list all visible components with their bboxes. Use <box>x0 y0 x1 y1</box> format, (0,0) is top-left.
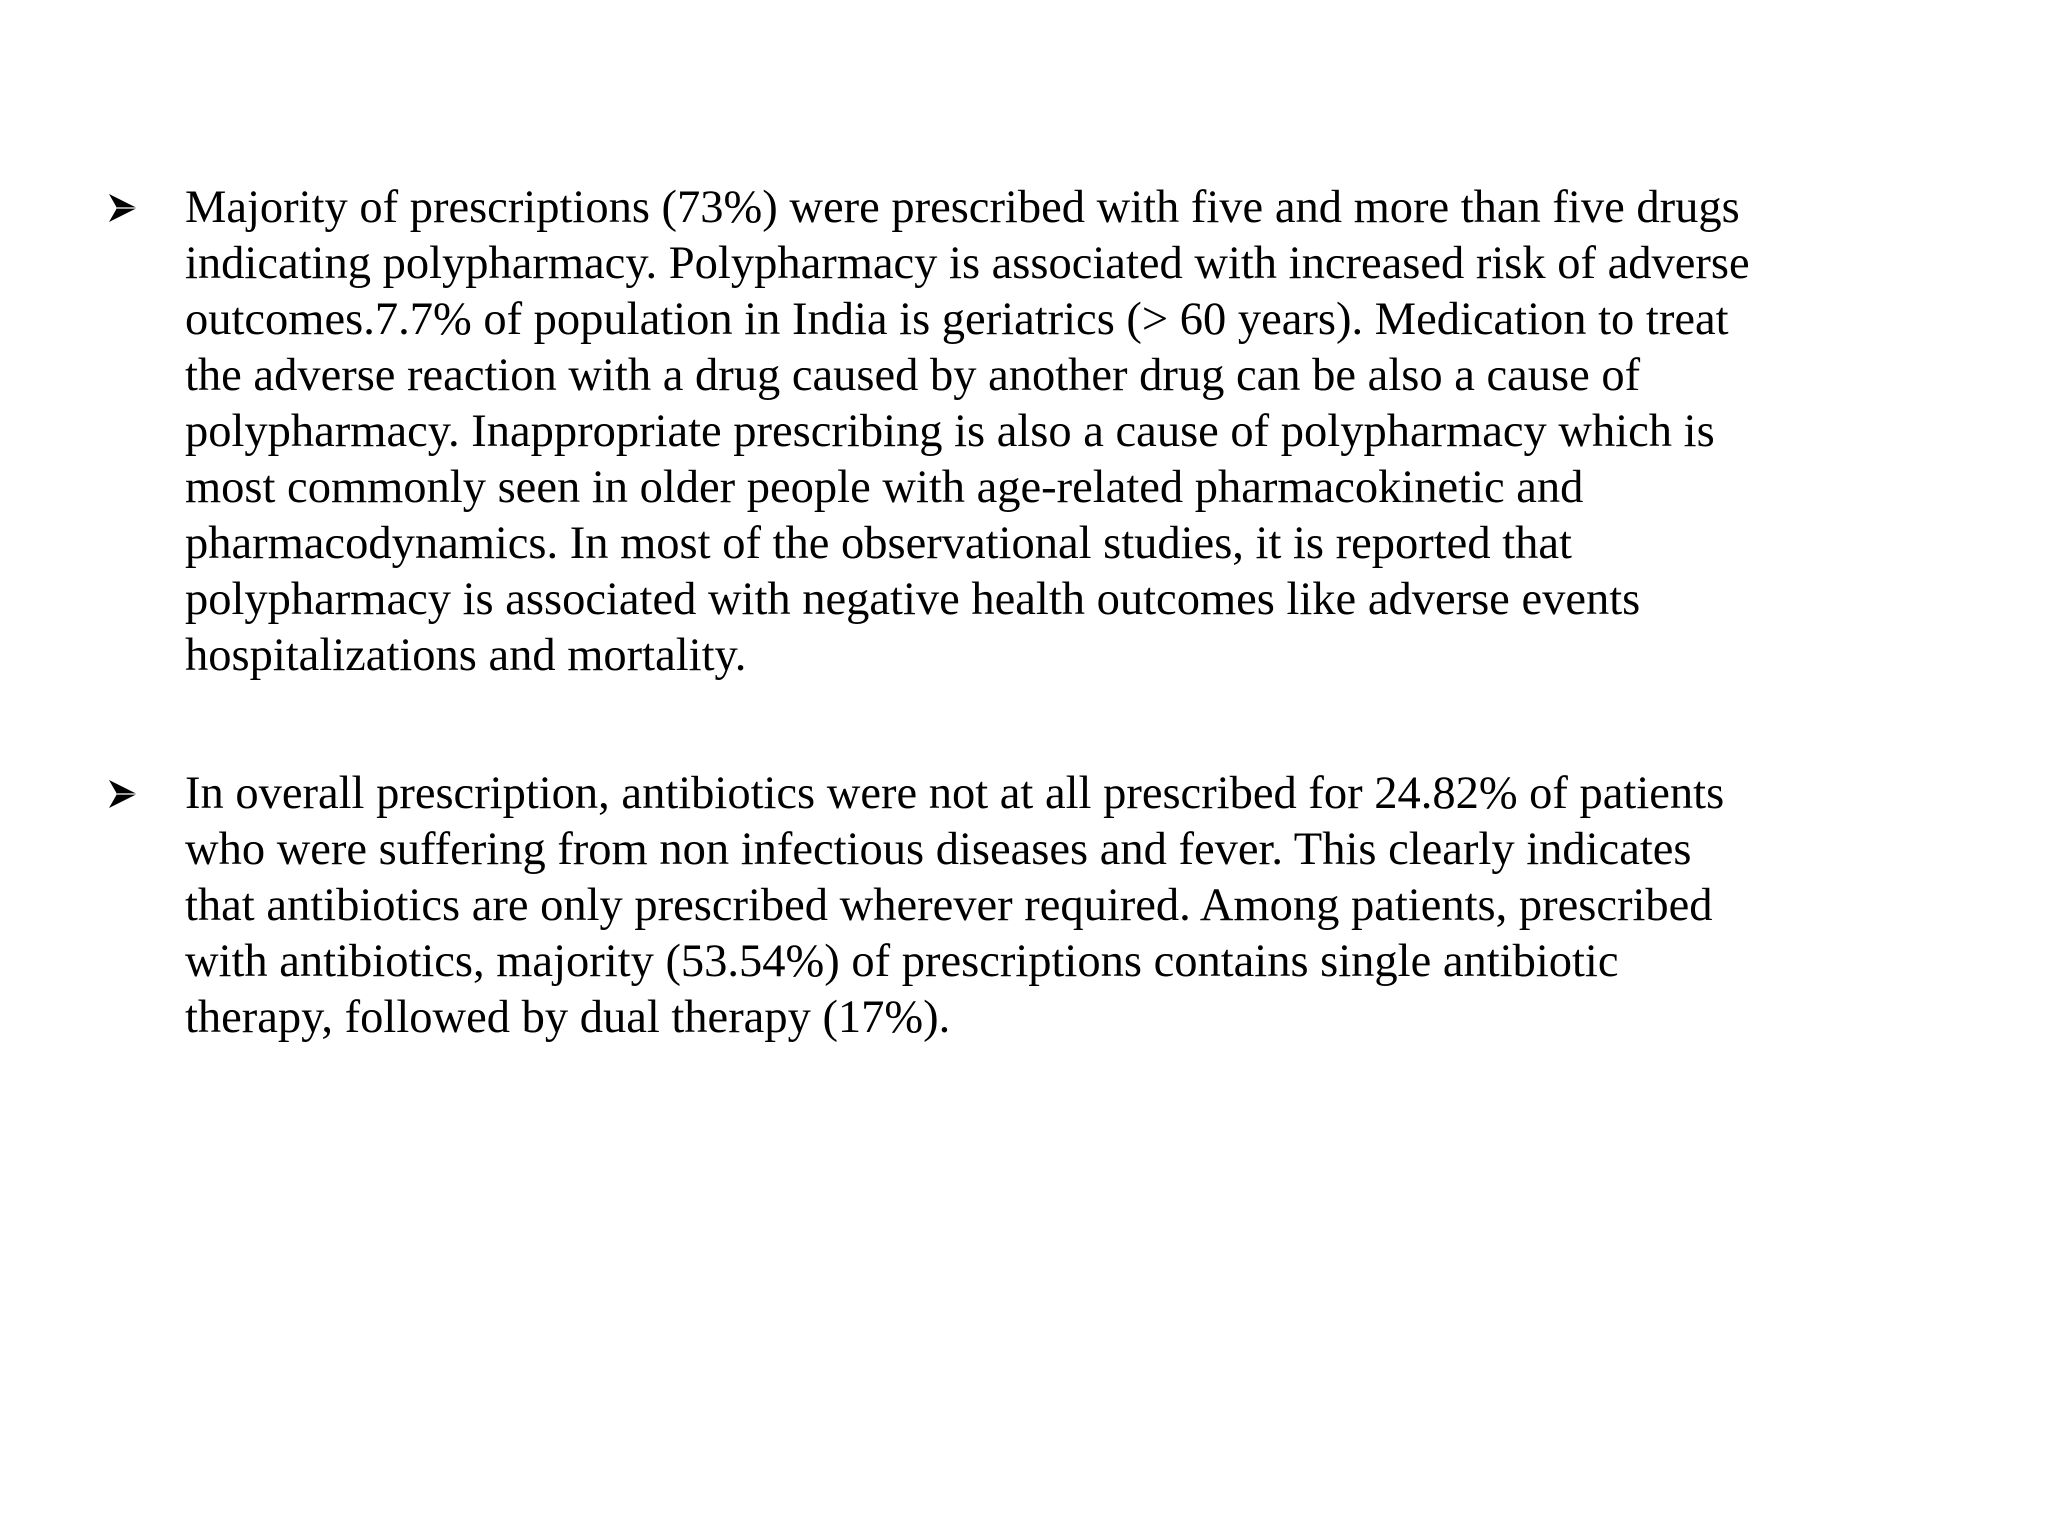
text-line: polypharmacy is associated with negative health outcomes like adverse events <box>185 574 1641 625</box>
bullet-item-antibiotics <box>108 766 1968 1046</box>
text-line: pharmacodynamics. In most of the observational studies, it is reported that <box>185 518 1572 569</box>
bullet-item-polypharmacy <box>108 180 1968 684</box>
arrowhead-bullet-icon <box>108 193 138 223</box>
text-line: indicating polypharmacy. Polypharmacy is associated with increased risk of adverse <box>185 238 1750 289</box>
text-line: most commonly seen in older people with age-related pharmacokinetic and <box>185 462 1584 513</box>
arrowhead-bullet-icon <box>108 779 138 809</box>
text-line: therapy, followed by dual therapy (17%). <box>185 992 951 1043</box>
text-line: Majority of prescriptions (73%) were prescribed with five and more than five drugs <box>185 182 1740 233</box>
text-line: with antibiotics, majority (53.54%) of prescriptions contains single antibiotic <box>185 936 1619 987</box>
text-line: polypharmacy. Inappropriate prescribing is also a cause of polypharmacy which is <box>185 406 1715 457</box>
text-line: In overall prescription, antibiotics were not at all prescribed for 24.82% of patients <box>185 768 1725 819</box>
text-line: hospitalizations and mortality. <box>185 630 747 681</box>
text-line: the adverse reaction with a drug caused by another drug can be also a cause of <box>185 350 1641 401</box>
text-line: who were suffering from non infectious diseases and fever. This clearly indicates <box>185 824 1692 875</box>
bullet-text <box>185 180 1968 684</box>
text-line: outcomes.7.7% of population in India is geriatrics (> 60 years). Medication to treat <box>185 294 1729 345</box>
text-line: that antibiotics are only prescribed wherever required. Among patients, prescribed <box>185 880 1713 931</box>
bullet-list <box>108 180 1968 1128</box>
bullet-text <box>185 766 1968 1046</box>
